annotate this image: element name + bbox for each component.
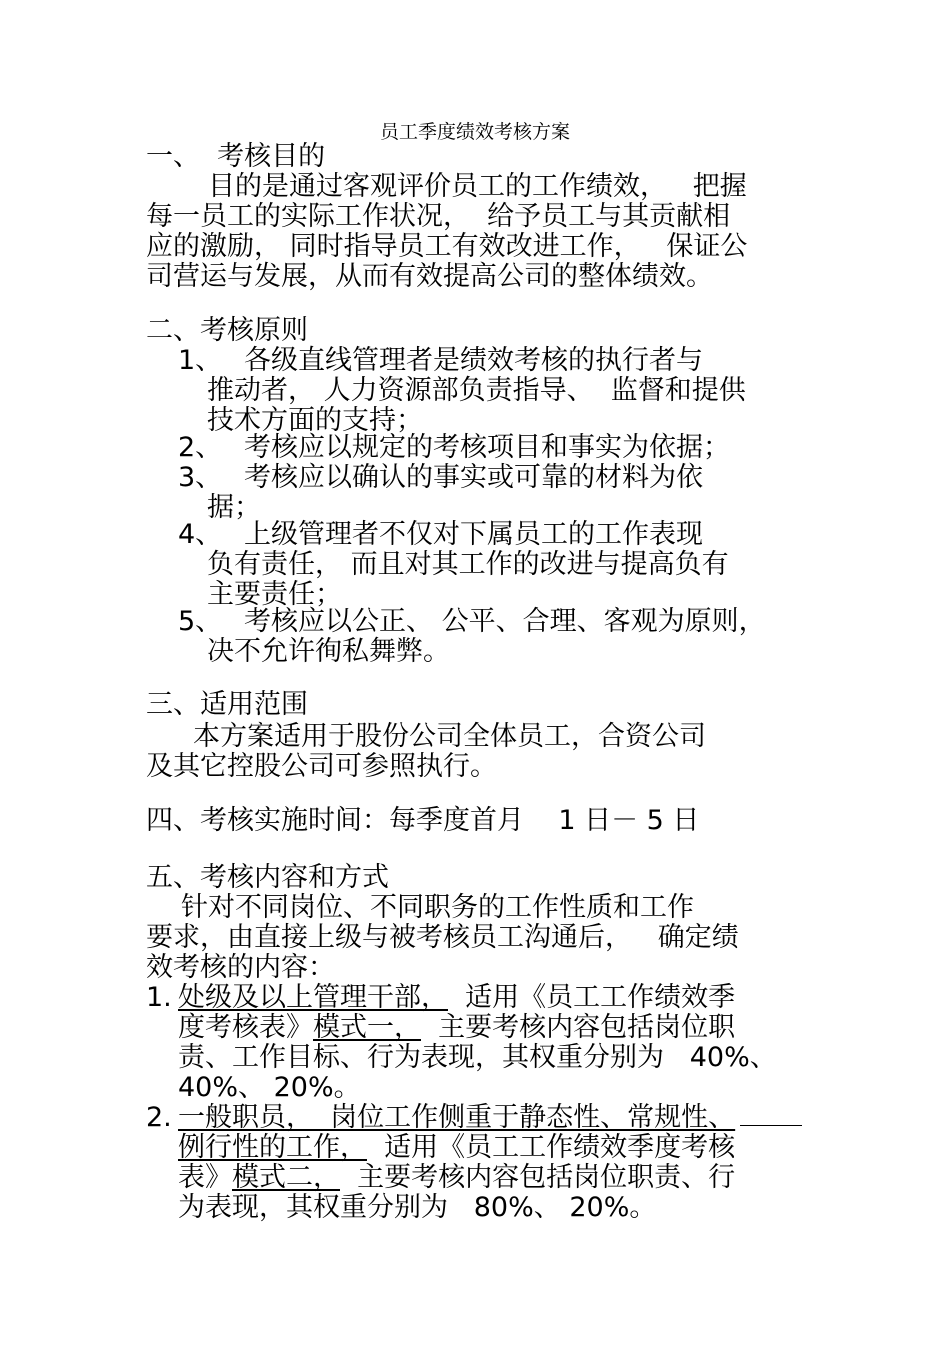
section-1-line: 司营运与发展，从而有效提高公司的整体绩效。 [146,261,713,292]
principle-line: 考核应以确认的事实或可靠的材料为依 [244,462,703,493]
content-item-line: 责、工作目标、行为表现，其权重分别为 40%、 [178,1042,777,1073]
principle-number: 4、 [178,519,223,550]
section-3-line: 本方案适用于股份公司全体员工，合资公司 [193,721,706,752]
principle-number: 5、 [178,606,223,637]
principle-number: 1、 [178,345,223,376]
section-1-heading: 一、 考核目的 [146,141,326,172]
principle-line: 考核应以规定的考核项目和事实为依据； [244,432,730,463]
plain-text: 主要考核内容包括岗位职责、行 [340,1162,736,1193]
section-1-line: 应的激励， 同时指导员工有效改进工作， 保证公 [146,231,748,262]
underline-rule [740,1125,802,1126]
underlined-text: 模式一， [313,1012,421,1043]
plain-text: 度考核表》 [178,1012,313,1043]
section-4-heading: 四、考核实施时间：每季度首月 1 日－ 5 日 [146,805,700,836]
plain-text: 适用《员工工作绩效季 [448,982,736,1013]
content-item-line: 为表现，其权重分别为 80%、 20%。 [178,1192,657,1223]
content-item-line: 一般职员， 岗位工作侧重于静态性、常规性、 [178,1102,736,1133]
section-1-line: 目的是通过客观评价员工的工作绩效， 把握 [208,171,747,202]
principle-line: 各级直线管理者是绩效考核的执行者与 [244,345,703,376]
principle-number: 3、 [178,462,223,493]
principle-line: 技术方面的支持； [207,405,423,436]
content-item-line [178,1013,735,1043]
section-3-heading: 三、适用范围 [146,689,308,720]
principle-line: 负有责任， 而且对其工作的改进与提高负有 [207,549,729,580]
underlined-text: 处级及以上管理干部， [178,982,448,1013]
underlined-text: 模式二， [232,1162,340,1193]
principle-line: 推动者， 人力资源部负责指导、 监督和提供 [207,375,746,406]
section-5-line: 要求，由直接上级与被考核员工沟通后， 确定绩 [146,922,739,953]
document-title: 员工季度绩效考核方案 [379,121,570,143]
section-1-line: 每一员工的实际工作状况， 给予员工与其贡献相 [146,201,731,232]
section-5-line: 效考核的内容： [146,952,335,983]
content-item-number: 2. [146,1102,172,1133]
content-item-line [178,983,735,1013]
content-item-line [178,1133,735,1163]
underlined-text: 例行性的工作， [178,1132,367,1163]
content-item-line: 40%、 20%。 [178,1072,361,1103]
plain-text: 主要考核内容包括岗位职 [421,1012,736,1043]
section-3-line: 及其它控股公司可参照执行。 [146,751,497,782]
principle-line: 主要责任； [207,579,342,610]
principle-line: 考核应以公正、 公平、合理、客观为原则， [244,606,766,637]
section-5-heading: 五、考核内容和方式 [146,862,389,893]
principle-line: 决不允许徇私舞弊。 [207,636,450,667]
section-5-line: 针对不同岗位、不同职务的工作性质和工作 [181,892,694,923]
principle-line: 上级管理者不仅对下属员工的工作表现 [244,519,703,550]
section-2-heading: 二、考核原则 [146,315,308,346]
principle-line: 据； [207,492,261,523]
content-item-line [178,1163,735,1193]
content-item-number: 1. [146,982,172,1013]
principle-number: 2、 [178,432,223,463]
plain-text: 适用《员工工作绩效季度考核 [367,1132,736,1163]
plain-text: 表》 [178,1162,232,1193]
